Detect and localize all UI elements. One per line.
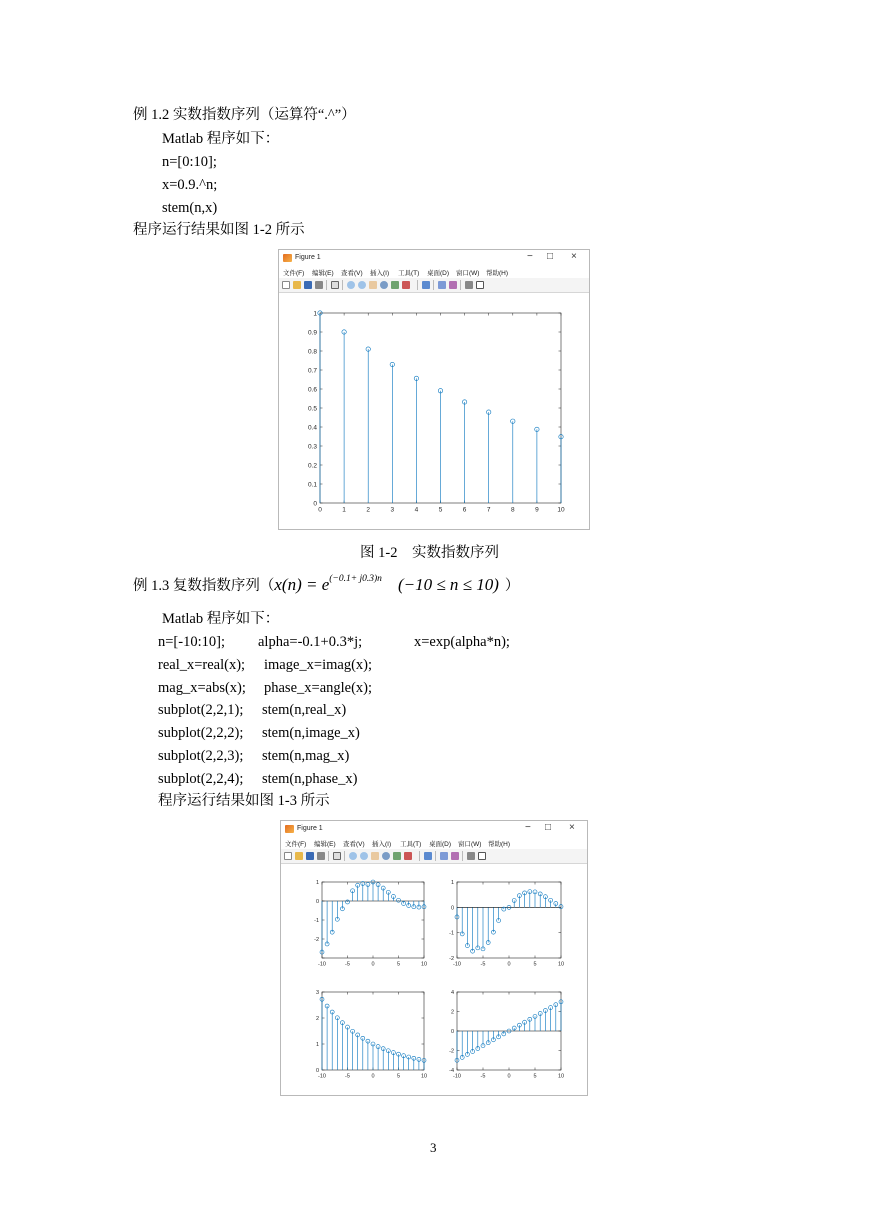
x-tick-label: 2: [366, 506, 371, 514]
figure-toolbar: [279, 278, 589, 293]
figure-menubar: [281, 837, 587, 849]
figure-title: Figure 1: [297, 825, 323, 832]
colorbar-icon[interactable]: [440, 852, 448, 860]
zoom-in-icon[interactable]: [349, 852, 357, 860]
x-tick-label: 10: [420, 961, 428, 968]
axes-fig-1-3-sub3: [316, 990, 427, 1080]
y-tick-label: 0: [315, 1067, 319, 1074]
x-tick-label: -5: [480, 961, 486, 968]
x-tick-label: 9: [535, 506, 539, 514]
figure-window-1-3: [280, 820, 588, 1096]
brush-icon[interactable]: [402, 281, 410, 289]
menu-window[interactable]: 窗口(W): [456, 270, 480, 277]
matlab-logo-icon: [285, 825, 294, 833]
code-token: x=exp(alpha*n);: [414, 634, 510, 650]
colorbar-icon[interactable]: [438, 281, 446, 289]
minimize-button[interactable]: −: [527, 251, 533, 262]
menu-window[interactable]: 窗口(W): [458, 841, 482, 848]
code-token: subplot(2,2,4);: [158, 771, 244, 787]
y-tick-label: -2: [314, 936, 319, 943]
x-tick-label: 0: [371, 961, 375, 968]
code-line: [158, 747, 349, 765]
figure-canvas: [279, 293, 589, 529]
x-tick-label: 0: [507, 961, 511, 968]
code-token: n=[-10:10];: [158, 634, 225, 650]
data-cursor-icon[interactable]: [391, 281, 399, 289]
print-icon[interactable]: [315, 281, 323, 289]
code-token: alpha=-0.1+0.3*j;: [258, 634, 363, 650]
code-token: stem(n,real_x): [262, 702, 347, 718]
code-token: subplot(2,2,1);: [158, 702, 244, 718]
example-1-3-result-text: 程序运行结果如图 1-3 所示: [158, 793, 330, 809]
y-tick-label: 1: [315, 879, 319, 886]
hide-plot-tools-icon[interactable]: [465, 281, 473, 289]
code-token: real_x=real(x);: [158, 657, 246, 673]
show-plot-tools-icon[interactable]: [476, 281, 484, 289]
y-tick-label: -1: [314, 917, 319, 924]
x-tick-label: 5: [396, 1073, 401, 1080]
x-tick-label: 10: [420, 1073, 428, 1080]
x-tick-label: 5: [533, 1073, 537, 1080]
legend-icon[interactable]: [451, 852, 459, 860]
code-token: stem(n,mag_x): [262, 748, 350, 764]
example-1-3-title-prefix: 例 1.3 复数指数序列（: [133, 577, 275, 594]
x-tick-label: -10: [453, 1073, 461, 1080]
y-tick-label: -1: [449, 930, 454, 937]
y-tick-label: 0.5: [307, 405, 317, 413]
y-tick-label: 2: [450, 1009, 454, 1016]
stem-subplots-complex-exponential: [281, 864, 587, 1095]
code-line: [158, 633, 510, 651]
code-line: [158, 656, 372, 674]
figure-1-2-caption: 图 1-2 实数指数序列: [360, 545, 499, 561]
figure-canvas: [281, 864, 587, 1095]
x-tick-label: 5: [533, 961, 537, 968]
rotate-3d-icon[interactable]: [382, 852, 390, 860]
formula-lhs: x(n) = e: [274, 574, 330, 594]
select-arrow-icon[interactable]: [331, 281, 339, 289]
print-icon[interactable]: [317, 852, 325, 860]
formula-exponent: (−0.1+ j0.3)n: [329, 574, 382, 584]
menu-insert[interactable]: 插入(I): [372, 841, 392, 848]
brush-icon[interactable]: [404, 852, 412, 860]
y-tick-label: 1: [313, 310, 317, 318]
link-plot-icon[interactable]: [422, 281, 430, 289]
menu-tools[interactable]: 工具(T): [400, 841, 422, 848]
figure-toolbar: [281, 849, 587, 864]
y-tick-label: 0: [450, 1028, 454, 1035]
minimize-button[interactable]: −: [525, 822, 531, 833]
menu-tools[interactable]: 工具(T): [398, 270, 420, 277]
y-tick-label: 0.7: [307, 367, 317, 375]
menu-desktop[interactable]: 桌面(D): [427, 270, 450, 277]
y-tick-label: 0: [450, 905, 454, 912]
matlab-logo-icon: [283, 254, 292, 262]
x-tick-label: 10: [557, 961, 565, 968]
menu-desktop[interactable]: 桌面(D): [429, 841, 452, 848]
menu-edit[interactable]: 编辑(E): [314, 841, 336, 848]
menu-help[interactable]: 帮助(H): [486, 270, 509, 277]
y-tick-label: 0: [315, 898, 319, 905]
legend-icon[interactable]: [449, 281, 457, 289]
code-token: stem(n,image_x): [262, 725, 360, 741]
y-tick-label: 0.6: [307, 386, 317, 394]
code-token: subplot(2,2,2);: [158, 725, 244, 741]
y-tick-label: 0.9: [307, 329, 317, 337]
menu-view[interactable]: 查看(V): [343, 841, 365, 848]
menu-insert[interactable]: 插入(I): [370, 270, 390, 277]
code-token: mag_x=abs(x);: [158, 680, 246, 696]
maximize-button[interactable]: □: [545, 822, 552, 833]
code-line: [158, 724, 360, 742]
axes-fig-1-3-sub1: [314, 880, 427, 968]
zoom-out-icon[interactable]: [360, 852, 368, 860]
new-figure-icon[interactable]: [282, 281, 290, 289]
figure-menubar: [279, 266, 589, 278]
x-tick-label: -10: [453, 961, 461, 968]
code-line: [158, 679, 372, 697]
y-tick-label: 0.8: [307, 348, 317, 356]
y-tick-label: 0: [313, 500, 317, 508]
example-1-3-title-suffix: ）: [504, 577, 520, 594]
code-line: x=0.9.^n;: [162, 177, 218, 193]
close-button[interactable]: ×: [569, 822, 575, 833]
x-tick-label: 0: [371, 1073, 375, 1080]
x-tick-label: 0: [507, 1073, 511, 1080]
figure-titlebar: [281, 821, 587, 837]
axes-fig-1-2: [308, 310, 565, 513]
code-line: stem(n,x): [162, 200, 218, 216]
save-icon[interactable]: [304, 281, 312, 289]
y-tick-label: 1: [450, 879, 454, 886]
y-tick-label: 4: [450, 989, 454, 996]
y-tick-label: -4: [449, 1067, 454, 1074]
x-tick-label: 7: [486, 506, 491, 514]
new-figure-icon[interactable]: [284, 852, 292, 860]
zoom-out-icon[interactable]: [358, 281, 366, 289]
example-1-3-title: [133, 573, 519, 595]
figure-title: Figure 1: [295, 254, 321, 261]
stem-chart-real-exponential: [279, 293, 589, 529]
formula-range: (−10 ≤ n ≤ 10): [397, 574, 499, 594]
x-tick-label: -10: [318, 961, 326, 968]
menu-edit[interactable]: 编辑(E): [312, 270, 334, 277]
code-line: n=[0:10];: [162, 154, 217, 170]
show-plot-tools-icon[interactable]: [478, 852, 486, 860]
x-tick-label: -5: [480, 1073, 486, 1080]
open-file-icon[interactable]: [293, 281, 301, 289]
code-token: phase_x=angle(x);: [264, 680, 373, 696]
pan-hand-icon[interactable]: [371, 852, 379, 860]
menu-file[interactable]: 文件(F): [285, 841, 307, 848]
x-tick-label: 1: [342, 506, 346, 514]
x-tick-label: 0: [318, 506, 322, 514]
rotate-3d-icon[interactable]: [380, 281, 388, 289]
example-1-2-result-text: 程序运行结果如图 1-2 所示: [133, 222, 305, 238]
select-arrow-icon[interactable]: [333, 852, 341, 860]
figure-titlebar: [279, 250, 589, 266]
y-tick-label: 3: [315, 989, 319, 996]
menu-help[interactable]: 帮助(H): [488, 841, 511, 848]
figure-window-1-2: [278, 249, 590, 530]
y-tick-label: 0.3: [307, 443, 317, 451]
y-tick-label: 0.1: [307, 481, 317, 489]
x-tick-label: -5: [345, 961, 350, 968]
data-cursor-icon[interactable]: [393, 852, 401, 860]
x-tick-label: 5: [438, 506, 443, 514]
x-tick-label: 6: [462, 506, 467, 514]
code-line: [158, 770, 357, 788]
menu-file[interactable]: 文件(F): [283, 270, 305, 277]
y-tick-label: 1: [315, 1041, 319, 1048]
link-plot-icon[interactable]: [424, 852, 432, 860]
example-1-2-title: 例 1.2 实数指数序列（运算符“.^”）: [133, 107, 356, 123]
zoom-in-icon[interactable]: [347, 281, 355, 289]
x-tick-label: -5: [345, 1073, 350, 1080]
x-tick-label: 10: [557, 506, 565, 514]
example-1-3-program-label: Matlab 程序如下：: [162, 611, 280, 627]
y-tick-label: 2: [315, 1015, 319, 1022]
example-1-2-program-label: Matlab 程序如下：: [162, 131, 280, 147]
menu-view[interactable]: 查看(V): [341, 270, 363, 277]
x-tick-label: 4: [414, 506, 419, 514]
y-tick-label: 0.2: [307, 462, 317, 470]
maximize-button[interactable]: □: [547, 251, 554, 262]
save-icon[interactable]: [306, 852, 314, 860]
x-tick-label: 5: [396, 961, 401, 968]
open-file-icon[interactable]: [295, 852, 303, 860]
page-number: 3: [430, 1140, 437, 1155]
axes-fig-1-3-sub2: [449, 880, 564, 968]
x-tick-label: 3: [390, 506, 395, 514]
close-button[interactable]: ×: [571, 251, 577, 262]
y-tick-label: -2: [449, 955, 454, 962]
x-tick-label: 10: [557, 1073, 565, 1080]
code-line: [158, 701, 346, 719]
code-token: subplot(2,2,3);: [158, 748, 244, 764]
hide-plot-tools-icon[interactable]: [467, 852, 475, 860]
code-token: image_x=imag(x);: [264, 657, 373, 673]
y-tick-label: -2: [449, 1048, 454, 1055]
x-tick-label: -10: [318, 1073, 326, 1080]
pan-hand-icon[interactable]: [369, 281, 377, 289]
code-token: stem(n,phase_x): [262, 771, 358, 787]
axes-fig-1-3-sub4: [449, 990, 564, 1080]
x-tick-label: 8: [510, 506, 515, 514]
y-tick-label: 0.4: [307, 424, 317, 432]
